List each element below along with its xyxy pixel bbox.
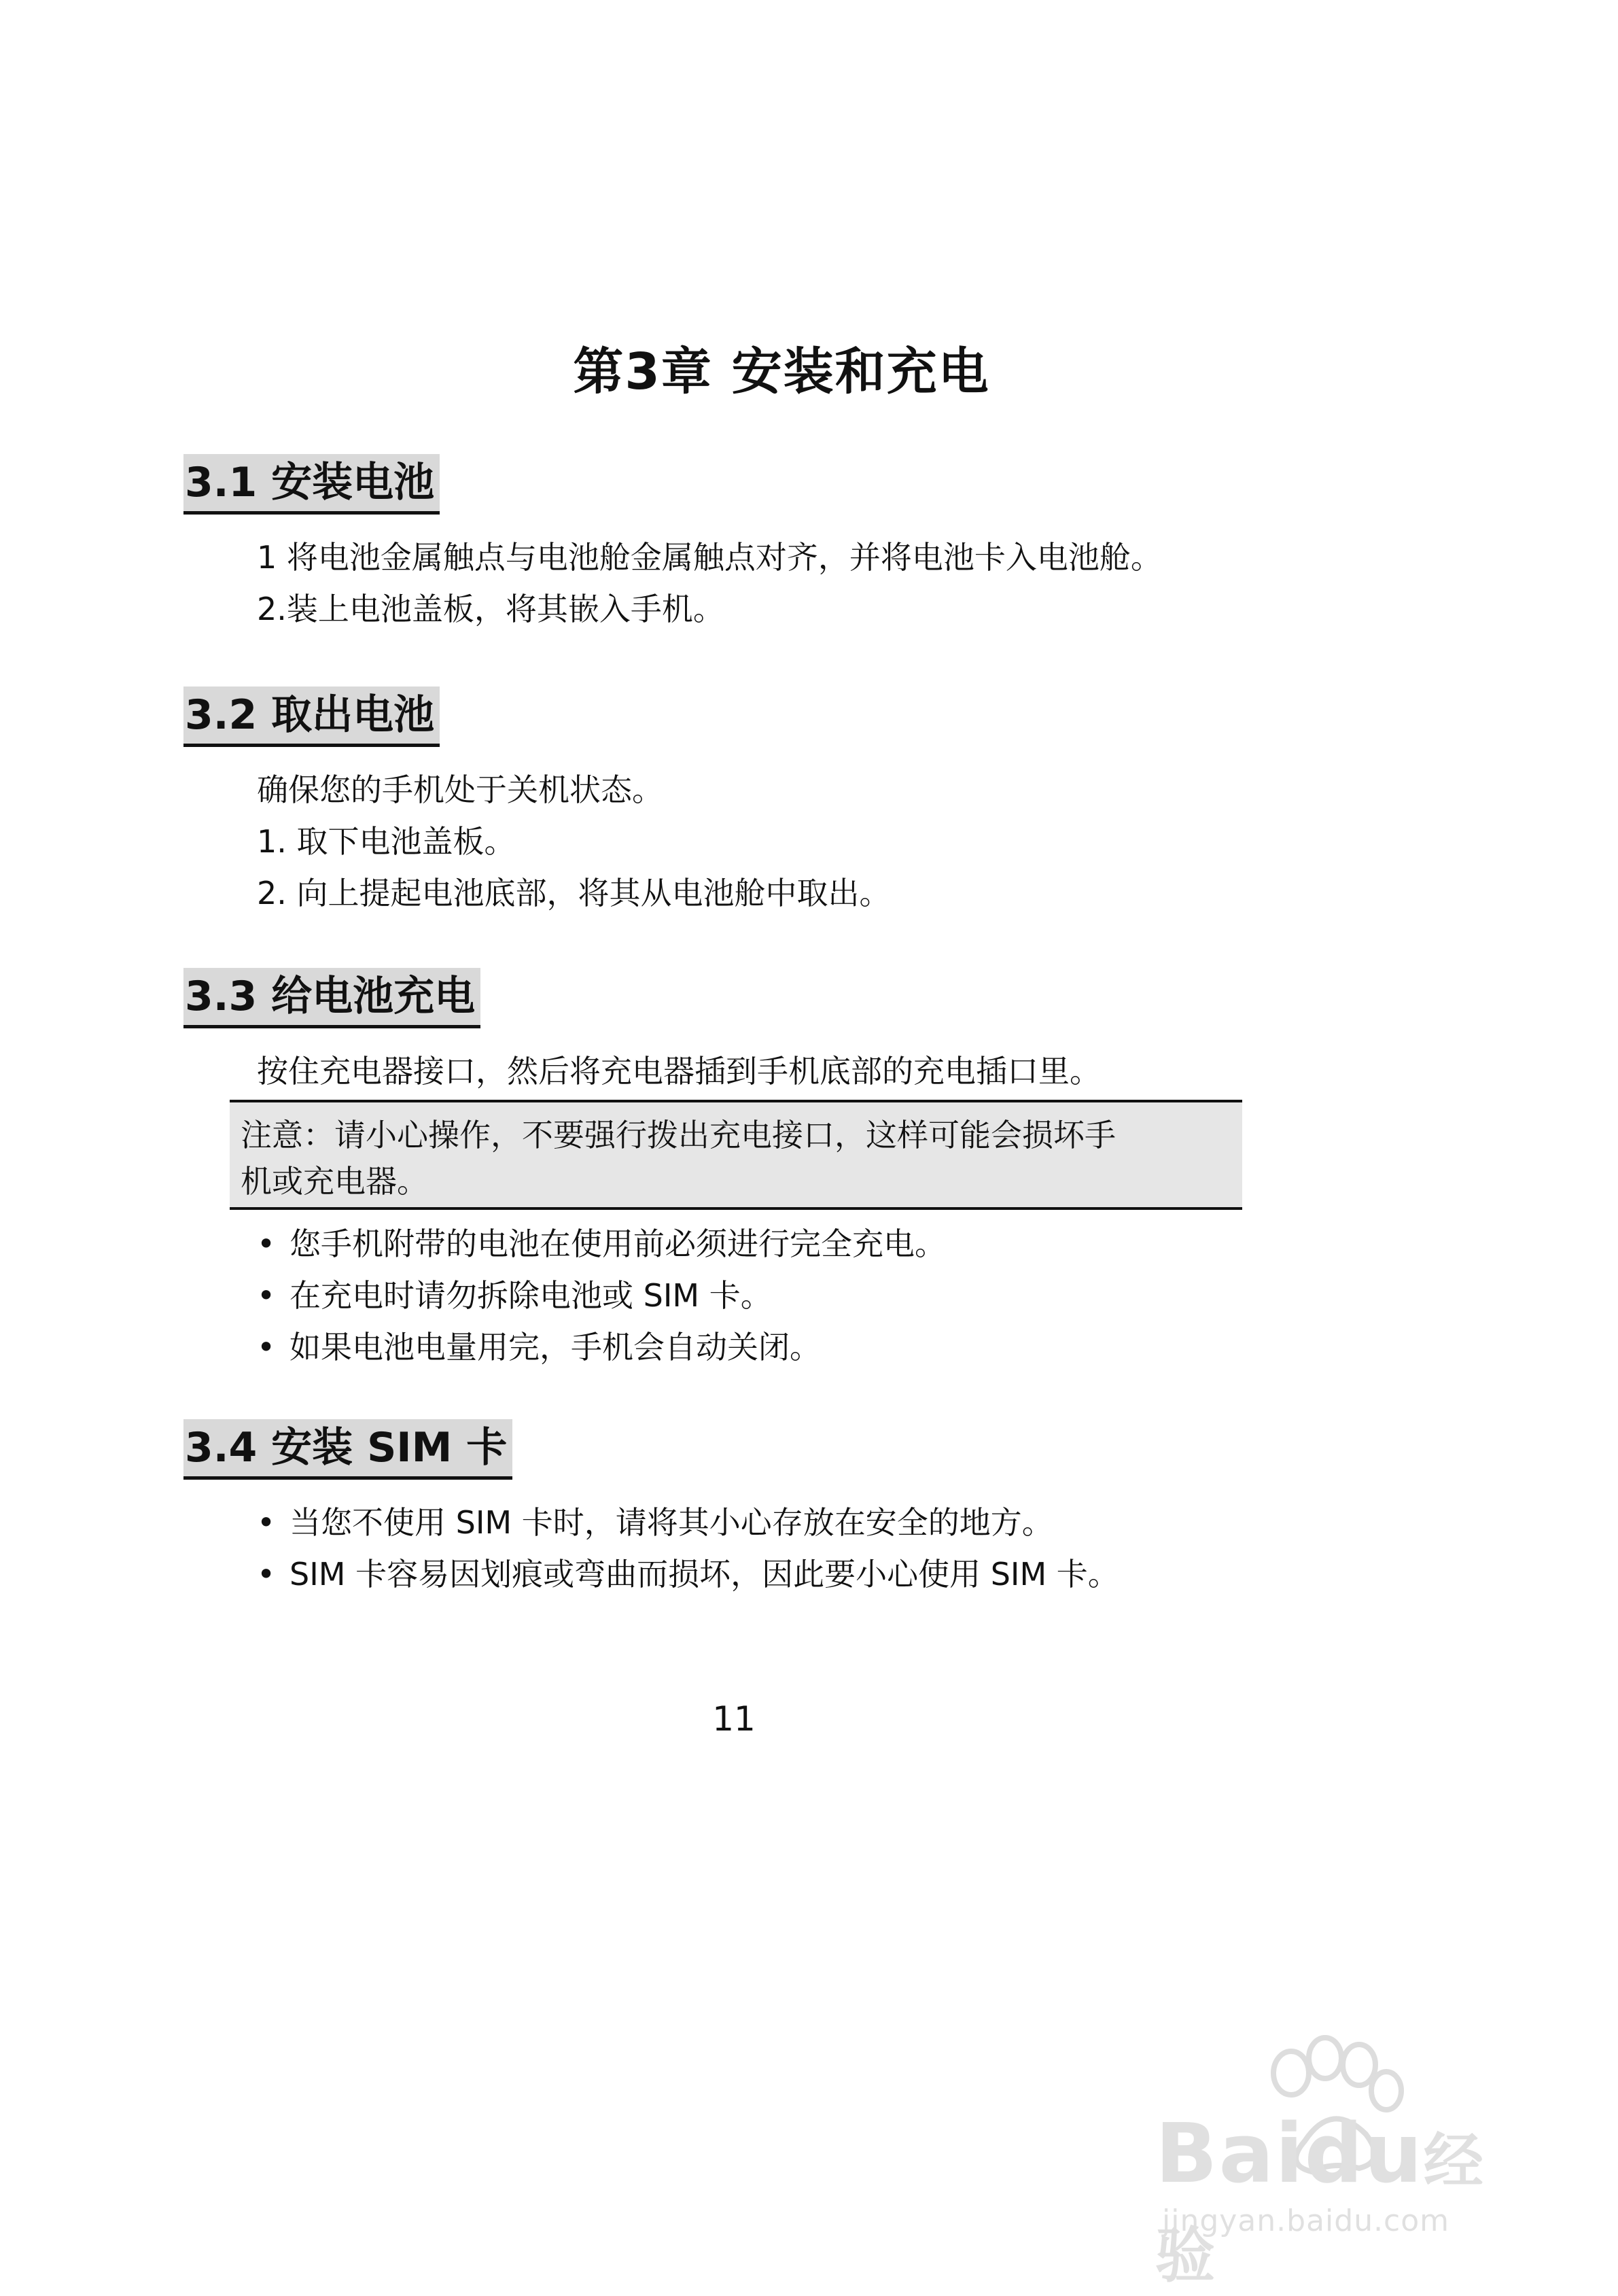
baidu-watermark (1155, 2025, 1536, 2291)
page-number: 11 (712, 1699, 756, 1739)
chapter-title: 第3章 安装和充电 (573, 343, 990, 401)
section-heading-3-4: 3.4 安装 SIM 卡 (183, 1419, 512, 1480)
paragraph-line: 2.装上电池盖板，将其嵌入手机。 (257, 591, 724, 627)
watermark-brand: Baidu经验 (1155, 2107, 1485, 2291)
bullet-icon: • (257, 1556, 276, 1593)
paragraph-line: 1 将电池金属触点与电池舱金属触点对齐，并将电池卡入电池舱。 (257, 539, 1162, 576)
note-line: 注意：请小心操作，不要强行拨出充电接口，这样可能会损坏手 (241, 1117, 1116, 1153)
paragraph-line: 1. 取下电池盖板。 (257, 823, 516, 860)
list-item-text: 当您不使用 SIM 卡时，请将其小心存放在安全的地方。 (289, 1504, 1053, 1541)
watermark-url: jingyan.baidu.com (1162, 2204, 1450, 2238)
bullet-icon: • (257, 1225, 276, 1262)
note-box (230, 1100, 1242, 1210)
section-heading-3-1: 3.1 安装电池 (183, 454, 440, 515)
list-item-text: 在充电时请勿拆除电池或 SIM 卡。 (289, 1277, 772, 1314)
paragraph-line: 2. 向上提起电池底部，将其从电池舱中取出。 (257, 875, 891, 911)
list-item (257, 1327, 821, 1368)
list-item (257, 1502, 1053, 1543)
list-item (257, 1275, 772, 1316)
list-item (257, 1223, 946, 1264)
paragraph-line: 确保您的手机处于关机状态。 (257, 771, 663, 808)
paragraph-line: 按住充电器接口，然后将充电器插到手机底部的充电插口里。 (257, 1053, 1101, 1090)
list-item (257, 1554, 1119, 1595)
bullet-icon: • (257, 1277, 276, 1314)
section-heading-3-3: 3.3 给电池充电 (183, 968, 480, 1028)
list-item-text: SIM 卡容易因划痕或弯曲而损坏，因此要小心使用 SIM 卡。 (289, 1556, 1119, 1593)
note-line: 机或充电器。 (241, 1163, 428, 1200)
list-item-text: 如果电池电量用完，手机会自动关闭。 (289, 1329, 821, 1366)
bullet-icon: • (257, 1329, 276, 1366)
section-heading-3-2: 3.2 取出电池 (183, 686, 440, 747)
list-item-text: 您手机附带的电池在使用前必须进行完全充电。 (289, 1225, 946, 1262)
bullet-icon: • (257, 1504, 276, 1541)
